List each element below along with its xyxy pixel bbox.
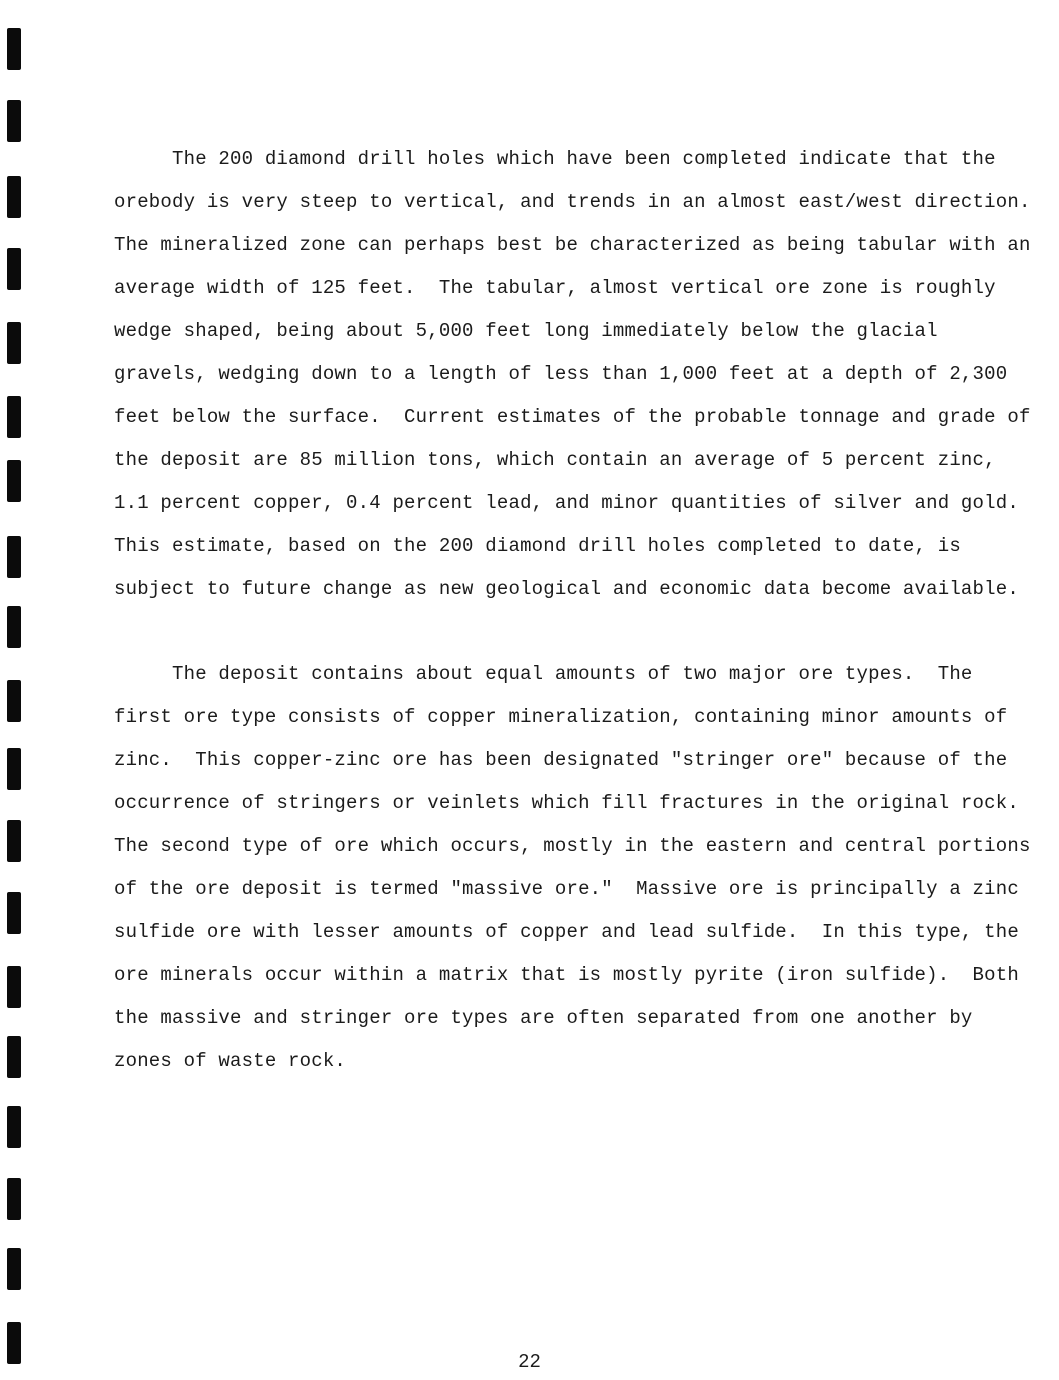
text-line: The mineralized zone can perhaps best be characterized as being tabular with an [114,234,1031,256]
text-line: 1.1 percent copper, 0.4 percent lead, and minor quantities of silver and gold. [114,492,1019,514]
text-line: ore minerals occur within a matrix that is mostly pyrite (iron sulfide). Both [114,964,1019,986]
binding-mark [7,460,21,502]
text-line: occurrence of stringers or veinlets which fill fractures in the original rock. [114,792,1019,814]
binding-mark [7,396,21,438]
text-line: This estimate, based on the 200 diamond drill holes completed to date, is [114,535,961,557]
text-line: the deposit are 85 million tons, which contain an average of 5 percent zinc, [114,449,996,471]
binding-mark [7,892,21,934]
binding-mark [7,100,21,142]
text-line: zones of waste rock. [114,1050,347,1072]
text-line: The second type of ore which occurs, mostly in the eastern and central portions [114,835,1031,857]
text-line: of the ore deposit is termed "massive ore." Massive ore is principally a zinc [114,878,1019,900]
text-line: subject to future change as new geological and economic data become available. [114,578,1019,600]
document-body [114,138,1031,1083]
text-line: zinc. This copper-zinc ore has been designated "stringer ore" because of the [114,749,1008,771]
binding-mark [7,1248,21,1290]
paragraph-ore-types [114,653,1031,1083]
page-number: 22 [518,1351,541,1373]
text-line: orebody is very steep to vertical, and trends in an almost east/west direction. [114,191,1031,213]
binding-mark [7,820,21,862]
text-line: first ore type consists of copper mineralization, containing minor amounts of [114,706,1008,728]
text-line: average width of 125 feet. The tabular, almost vertical ore zone is roughly [114,277,996,299]
paragraph-orebody [114,138,1031,611]
binding-mark [7,748,21,790]
text-line: The deposit contains about equal amounts of two major ore types. The [114,663,973,685]
text-line: The 200 diamond drill holes which have been completed indicate that the [114,148,996,170]
text-line: feet below the surface. Current estimates of the probable tonnage and grade of [114,406,1031,428]
binding-mark [7,28,21,70]
text-line: the massive and stringer ore types are often separated from one another by [114,1007,973,1029]
binding-mark [7,536,21,578]
text-line: sulfide ore with lesser amounts of copper and lead sulfide. In this type, the [114,921,1019,943]
binding-mark [7,680,21,722]
binding-mark [7,1106,21,1148]
text-line: gravels, wedging down to a length of less than 1,000 feet at a depth of 2,300 [114,363,1008,385]
binding-mark [7,966,21,1008]
binding-mark [7,322,21,364]
binding-mark [7,606,21,648]
binding-mark [7,1178,21,1220]
text-line: wedge shaped, being about 5,000 feet long immediately below the glacial [114,320,938,342]
binding-mark [7,176,21,218]
binding-mark [7,1036,21,1078]
binding-mark [7,248,21,290]
